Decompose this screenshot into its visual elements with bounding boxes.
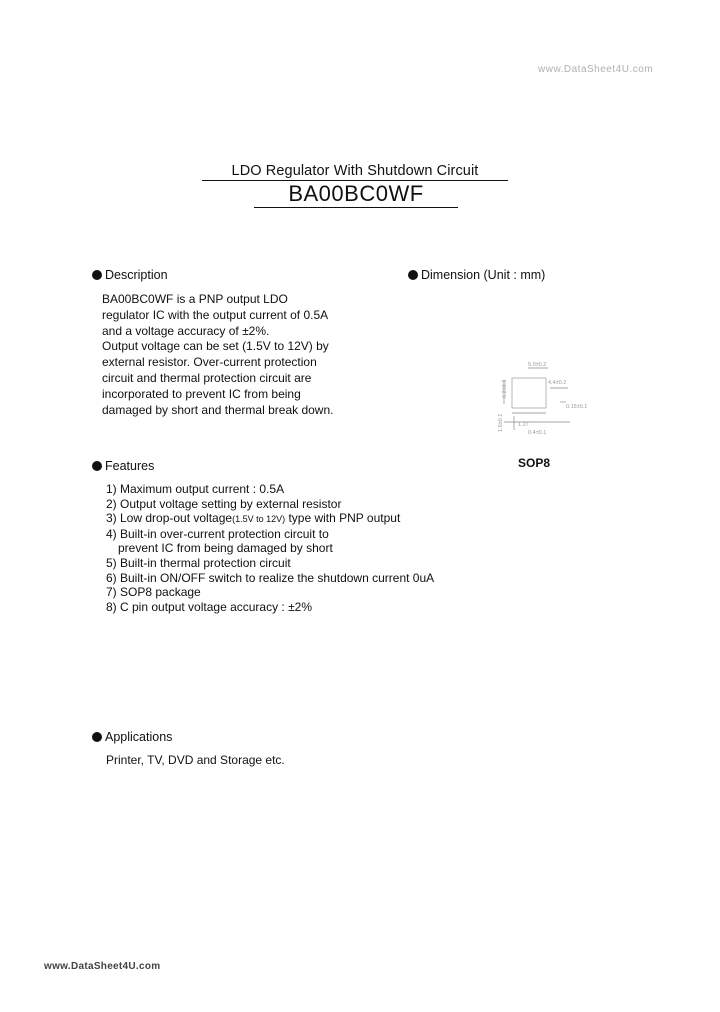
feature-text: 3) Low drop-out voltage xyxy=(106,511,233,526)
description-line: damaged by short and thermal break down. xyxy=(102,402,334,417)
package-label: SOP8 xyxy=(518,456,551,470)
features-heading-label: Features xyxy=(105,459,155,473)
list-item: 6) Built-in ON/OFF switch to realize the shutdown current 0uA xyxy=(106,570,435,585)
dim-label: 1.27 xyxy=(518,422,529,428)
description-line: and a voltage accuracy of ±2%. xyxy=(102,323,270,338)
list-item xyxy=(106,511,486,527)
description-line: regulator IC with the output current of 0.5A xyxy=(102,307,329,322)
dim-label: 0.15±0.1 xyxy=(566,404,588,410)
description-line: incorporated to prevent IC from being xyxy=(102,386,301,401)
feature-voltage-range: (1.5V to 12V) xyxy=(232,514,286,525)
dim-label: 6.2±0.3 xyxy=(502,379,508,398)
dim-label: 1.5±0.1 xyxy=(498,413,504,432)
features-heading xyxy=(92,459,154,473)
dim-label: 4.4±0.2 xyxy=(548,380,567,386)
applications-heading-label: Applications xyxy=(105,730,173,744)
applications-text: Printer, TV, DVD and Storage etc. xyxy=(106,753,285,767)
description-heading-label: Description xyxy=(105,268,168,282)
dimension-heading xyxy=(408,268,545,282)
list-item: 5) Built-in thermal protection circuit xyxy=(106,555,291,570)
bullet-icon xyxy=(92,270,102,280)
applications-heading xyxy=(92,730,172,744)
document-subtitle: LDO Regulator With Shutdown Circuit xyxy=(202,162,508,181)
part-number-title: BA00BC0WF xyxy=(254,181,458,208)
dim-label: 0.4±0.1 xyxy=(528,430,547,436)
features-list xyxy=(106,482,486,614)
list-item: 2) Output voltage setting by external resistor xyxy=(106,496,342,511)
watermark-bottom: www.DataSheet4U.com xyxy=(44,961,161,972)
list-item: 1) Maximum output current : 0.5A xyxy=(106,482,285,496)
description-line: circuit and thermal protection circuit are xyxy=(102,370,312,385)
bullet-icon xyxy=(92,732,102,742)
list-item: prevent IC from being damaged by short xyxy=(118,541,333,556)
description-line: BA00BC0WF is a PNP output LDO xyxy=(102,292,288,306)
description-line: Output voltage can be set (1.5V to 12V) by xyxy=(102,339,329,354)
bullet-icon xyxy=(92,461,102,471)
watermark-top: www.DataSheet4U.com xyxy=(538,64,654,75)
list-item: 4) Built-in over-current protection circuit to xyxy=(106,526,329,541)
list-item: 7) SOP8 package xyxy=(106,585,201,600)
bullet-icon xyxy=(408,270,418,280)
dim-label: 5.0±0.2 xyxy=(528,362,547,368)
description-line: external resistor. Over-current protection xyxy=(102,355,317,370)
description-body xyxy=(102,292,382,418)
sop8-dimension-drawing xyxy=(500,358,600,438)
list-item: 8) C pin output voltage accuracy : ±2% xyxy=(106,599,313,614)
description-heading xyxy=(92,268,168,282)
dimension-heading-label: Dimension (Unit : mm) xyxy=(421,268,546,282)
feature-text: type with PNP output xyxy=(285,511,401,526)
